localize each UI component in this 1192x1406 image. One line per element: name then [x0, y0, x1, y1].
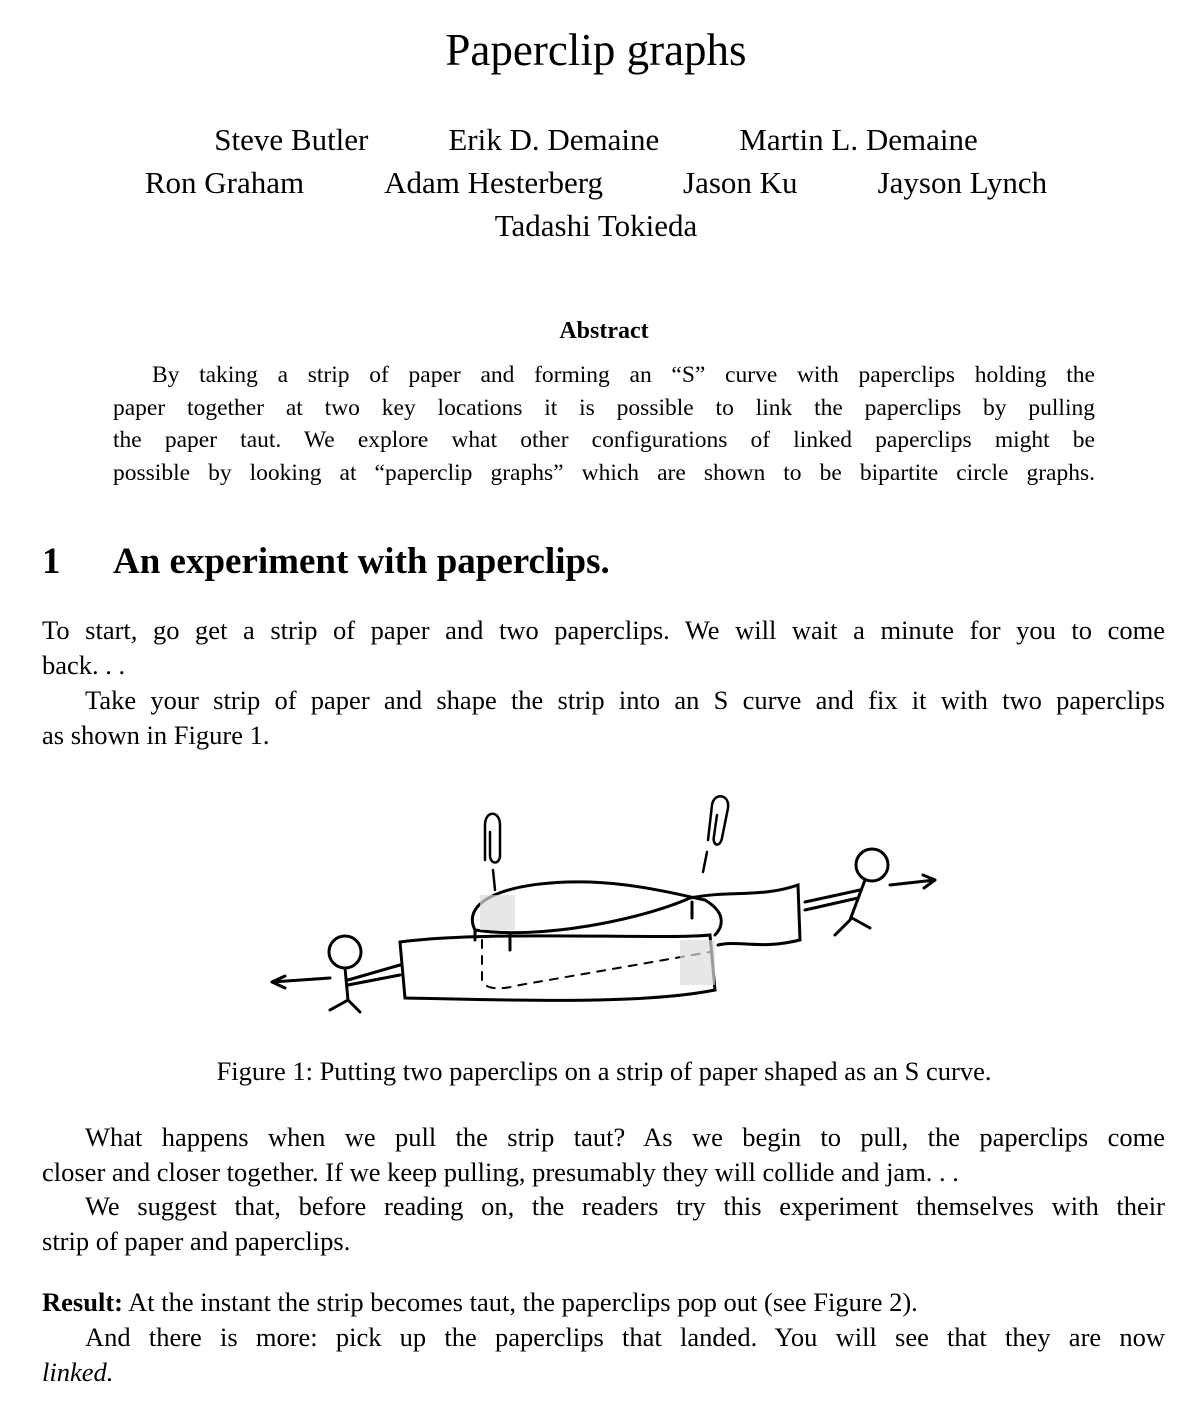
abstract-line: possible by looking at “paperclip graphs” which are shown to be bipartite circle graphs.	[113, 460, 1095, 486]
author: Martin L. Demaine	[739, 122, 978, 157]
paragraph-line: What happens when we pull the strip taut? As we begin to pull, the paperclips come	[85, 1122, 1165, 1152]
paragraph-line: closer and closer together. If we keep pulling, presumably they will collide and jam. . .	[42, 1157, 959, 1187]
arrow-left-icon	[272, 976, 330, 988]
paragraph-line: back. . .	[42, 650, 126, 680]
arrow-right-icon	[890, 875, 935, 888]
author: Ron Graham	[144, 165, 305, 200]
author-row	[0, 122, 1192, 158]
paragraph-line: We suggest that, before reading on, the readers try this experiment themselves with their	[85, 1191, 1165, 1221]
paragraph-line: Take your strip of paper and shape the strip into an S curve and fix it with two paperclips	[85, 685, 1165, 715]
abstract-line: By taking a strip of paper and forming an “S” curve with paperclips holding the	[152, 362, 1095, 388]
paragraph-line: To start, go get a strip of paper and two paperclips. We will wait a minute for you to come	[42, 615, 1165, 645]
result-label: Result:	[42, 1287, 123, 1317]
figure-1-drawing	[260, 780, 960, 1040]
emphasis-linked: linked.	[42, 1357, 114, 1387]
paragraph-line: as shown in Figure 1.	[42, 720, 270, 750]
result-text: At the instant the strip becomes taut, the paperclips pop out (see Figure 2).	[122, 1287, 918, 1317]
author-row	[0, 165, 1192, 201]
author: Jayson Lynch	[877, 165, 1048, 200]
section-title: An experiment with paperclips.	[113, 541, 610, 582]
result-line	[42, 1287, 1165, 1321]
figure-caption: Figure 1: Putting two paperclips on a strip of paper shaped as an S curve.	[216, 1056, 992, 1086]
paper-title: Paperclip graphs	[445, 25, 747, 75]
author: Erik D. Demaine	[448, 122, 660, 157]
author: Tadashi Tokieda	[494, 208, 698, 243]
paperclip-icon	[485, 814, 500, 890]
author: Jason Ku	[683, 165, 798, 200]
author: Steve Butler	[214, 122, 369, 157]
paper-strip	[400, 882, 800, 1001]
author-row	[0, 208, 1192, 244]
abstract-line: paper together at two key locations it is possible to link the paperclips by pulling	[113, 395, 1095, 421]
abstract-line: the paper taut. We explore what other configurations of linked paperclips might be	[113, 427, 1095, 453]
stick-figure-right	[805, 849, 888, 935]
paragraph-line: And there is more: pick up the paperclips that landed. You will see that they are now	[85, 1322, 1165, 1352]
section-number: 1	[42, 541, 61, 582]
stick-figure-left	[329, 936, 400, 1012]
paperclip-icon	[703, 796, 728, 872]
author: Adam Hesterberg	[384, 165, 604, 200]
abstract-heading: Abstract	[559, 318, 649, 344]
paragraph-line: strip of paper and paperclips.	[42, 1226, 351, 1256]
